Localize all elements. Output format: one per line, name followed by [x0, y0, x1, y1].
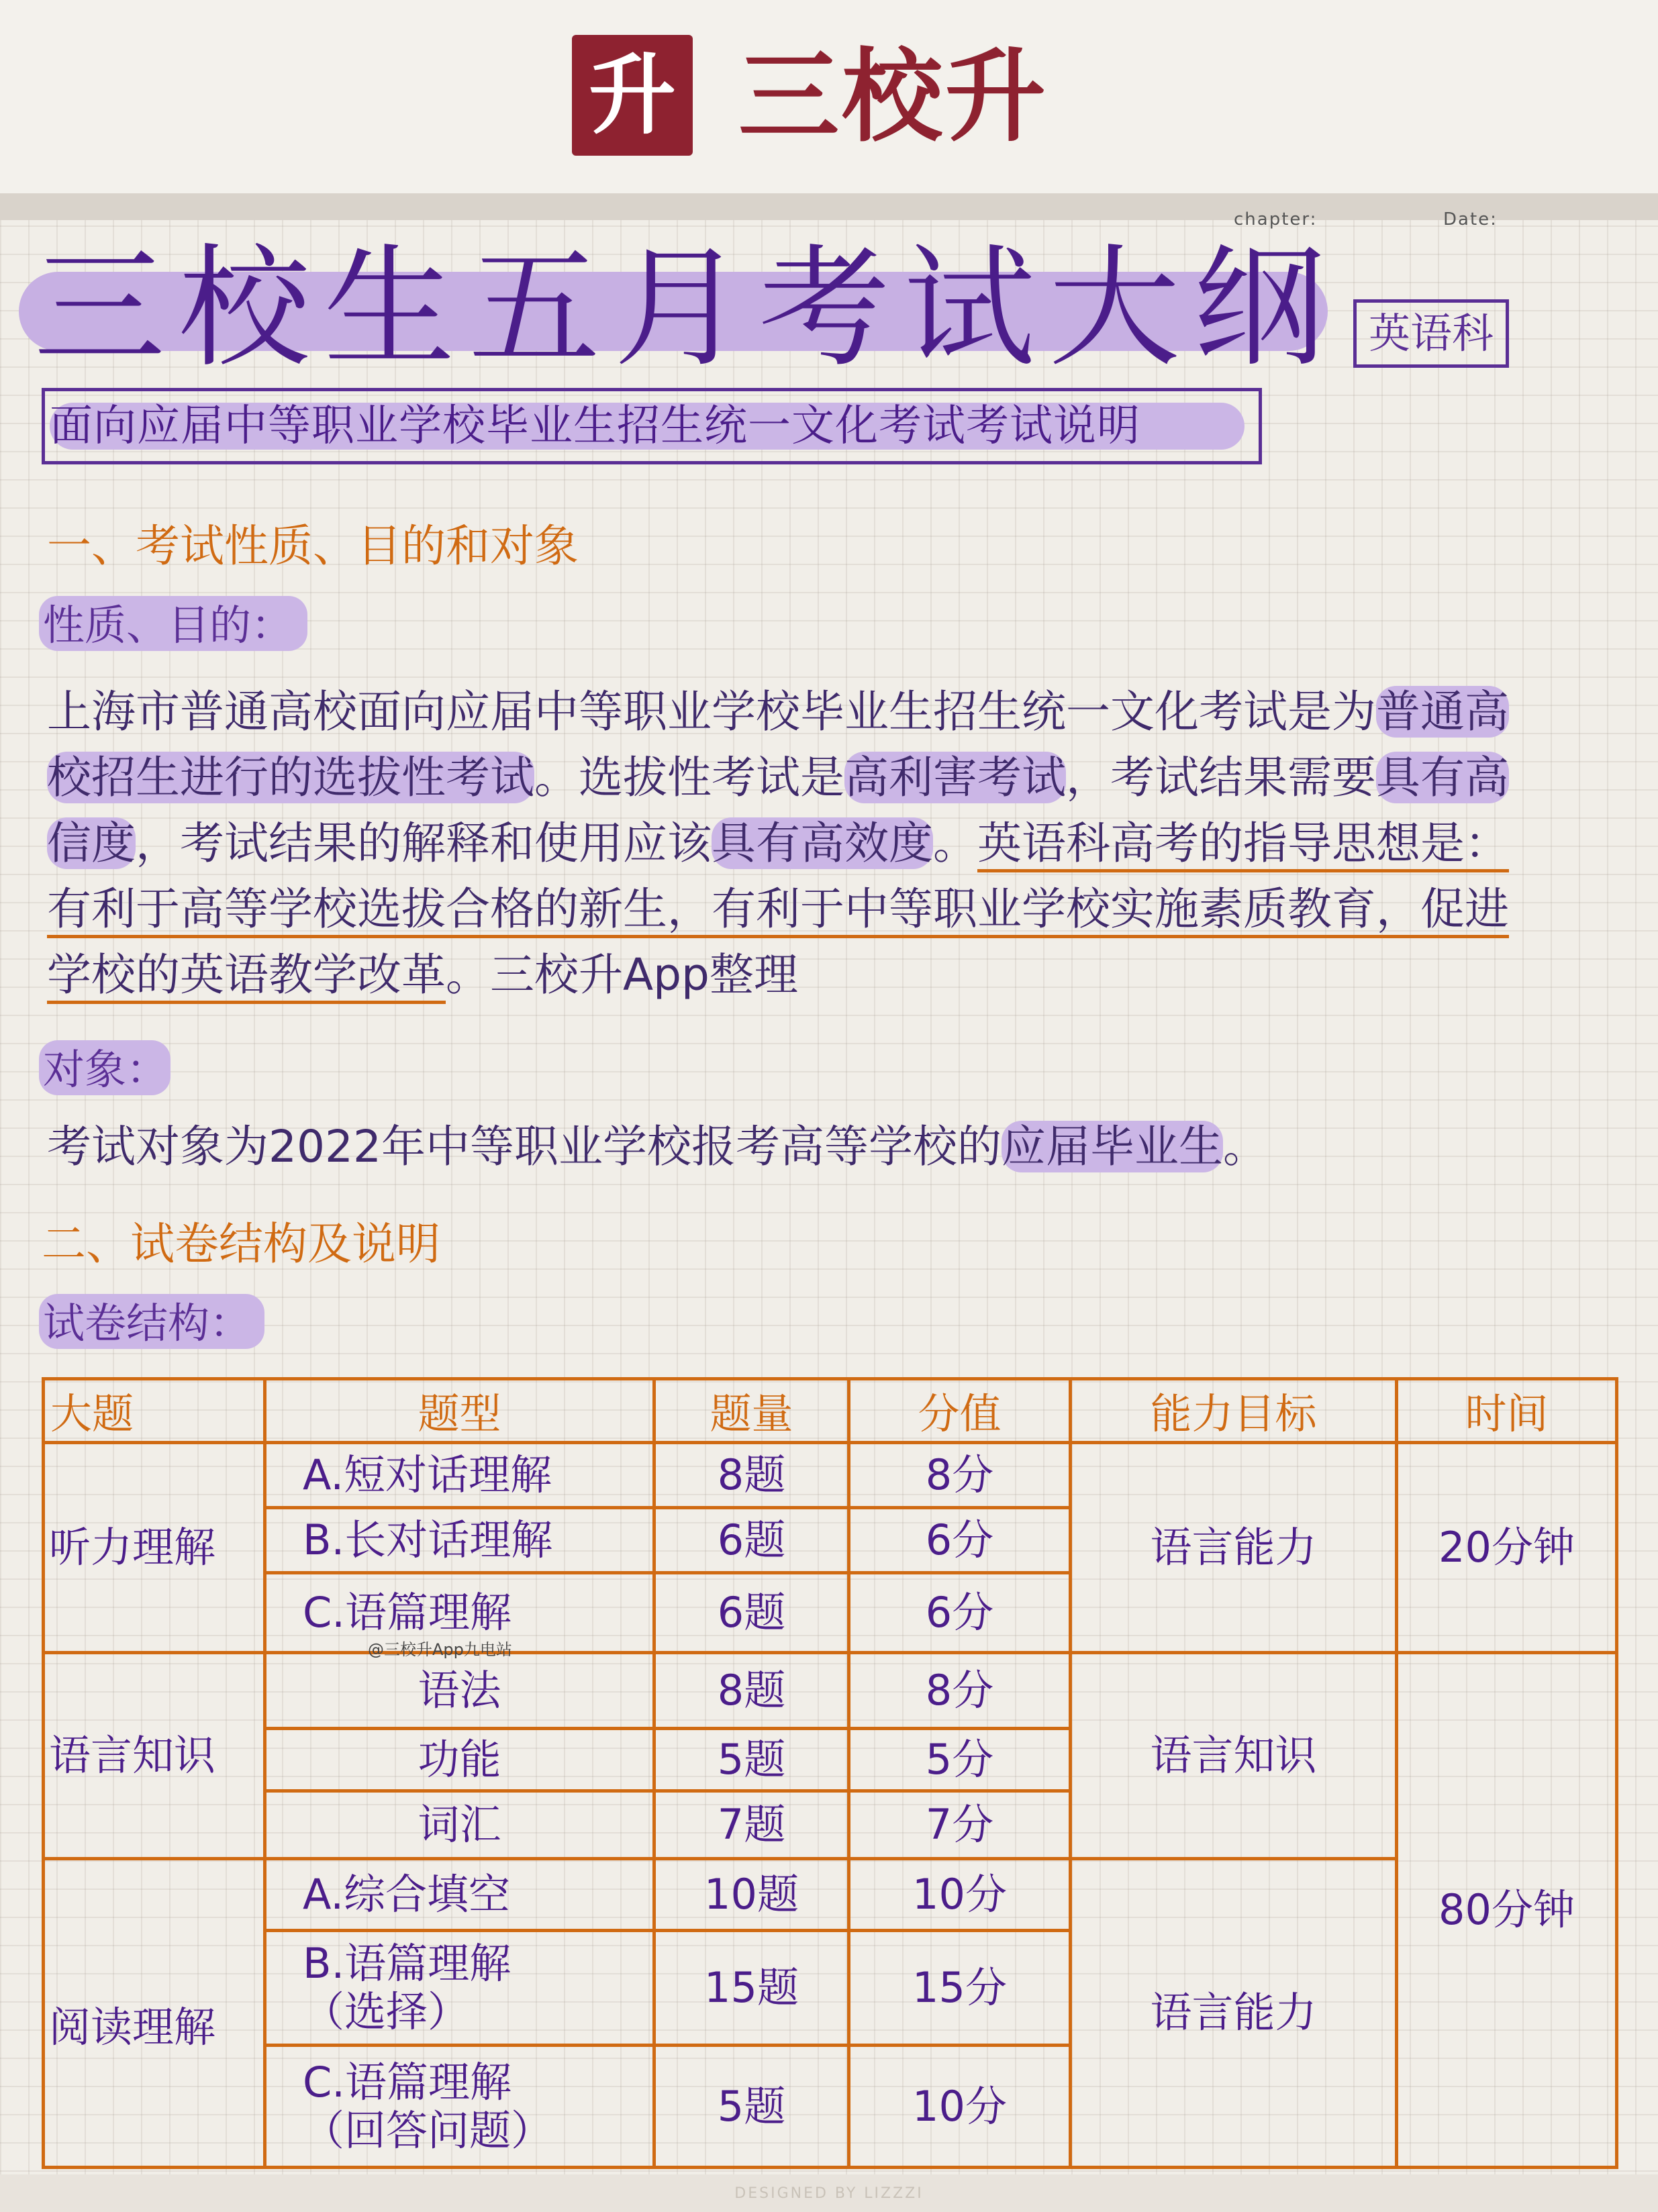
question-count: 8题: [654, 1652, 849, 1728]
question-type: A.短对话理解: [265, 1442, 654, 1507]
text-run: 。三校升App整理: [446, 949, 798, 1001]
para-line-5: [47, 942, 1645, 1008]
ability-target: 语言知识: [1071, 1652, 1397, 1858]
nature-label: 性质、目的：: [43, 601, 293, 650]
score: 6分: [849, 1507, 1071, 1572]
nature-paragraph: [47, 679, 1645, 1008]
header-cell: 时间: [1397, 1379, 1617, 1443]
question-type: B.语篇理解 （选择）: [265, 1930, 654, 2046]
para-line-1: [47, 679, 1645, 745]
time: 20分钟: [1397, 1442, 1617, 1652]
para-line-4: [47, 876, 1645, 942]
group-name: 听力理解: [44, 1442, 265, 1652]
highlight-run: 普通高: [1376, 686, 1509, 738]
table-header-row: [44, 1379, 1617, 1443]
text-run: 。: [933, 817, 977, 869]
score: 8分: [849, 1652, 1071, 1728]
score: 7分: [849, 1791, 1071, 1858]
highlight-run: 应届毕业生: [1001, 1121, 1223, 1172]
brand-name: 三校升: [738, 39, 1049, 156]
para-line-3: [47, 811, 1645, 876]
question-type: 词汇: [265, 1791, 654, 1858]
page-title: 三校生五月考试大纲: [34, 232, 1339, 385]
designer-credit: DESIGNED BY LIZZZI: [734, 2185, 924, 2202]
date-label: Date:: [1443, 209, 1498, 230]
header-band: [0, 193, 1658, 220]
text-run: 。选拔性考试是: [534, 752, 844, 803]
text-run: ，考试结果的解释和使用应该: [136, 817, 712, 869]
object-label: 对象：: [43, 1045, 168, 1094]
object-paragraph: [47, 1114, 1267, 1180]
para-line-2: [47, 745, 1645, 811]
question-count: 6题: [654, 1572, 849, 1652]
group-name: 语言知识: [44, 1652, 265, 1858]
question-count: 7题: [654, 1791, 849, 1858]
underline-run: 学校的英语教学改革: [47, 949, 446, 1004]
header-cell: 能力目标: [1071, 1379, 1397, 1443]
question-count: 10题: [654, 1858, 849, 1930]
underline-run: 有利于高等学校选拔合格的新生，有利于中等职业学校实施素质教育，促进: [47, 883, 1509, 938]
header-cell: 分值: [849, 1379, 1071, 1443]
subtitle: 面向应届中等职业学校毕业生招生统一文化考试考试说明: [50, 401, 1140, 451]
ability-target: 语言能力: [1071, 1858, 1397, 2167]
highlight-run: 校招生进行的选拔性考试: [47, 752, 534, 803]
question-type: 功能: [265, 1728, 654, 1791]
table-row: [44, 1652, 1617, 1728]
question-count: 15题: [654, 1930, 849, 2046]
exam-structure-table: [42, 1377, 1618, 2169]
logo-icon: 升: [572, 35, 693, 156]
text-run: 上海市普通高校面向应届中等职业学校毕业生招生统一文化考试是为: [47, 686, 1376, 738]
question-type: C.语篇理解 （回答问题）: [265, 2046, 654, 2168]
question-count: 8题: [654, 1442, 849, 1507]
highlight-run: 具有高: [1376, 752, 1509, 803]
highlight-run: 具有高效度: [712, 817, 933, 869]
header-cell: 大题: [44, 1379, 265, 1443]
group-name: 阅读理解: [44, 1858, 265, 2167]
table-row: [44, 1858, 1617, 1930]
score: 5分: [849, 1728, 1071, 1791]
score: 10分: [849, 2046, 1071, 2168]
header-cell: 题型: [265, 1379, 654, 1443]
section2-heading: 二、试卷结构及说明: [42, 1218, 440, 1270]
subject-badge: 英语科: [1353, 299, 1509, 368]
score: 6分: [849, 1572, 1071, 1652]
question-type: C.语篇理解: [265, 1572, 654, 1652]
score: 10分: [849, 1858, 1071, 1930]
score: 8分: [849, 1442, 1071, 1507]
text-run: ，考试结果需要: [1066, 752, 1376, 803]
watermark: @三校升App九电站: [368, 1640, 512, 1659]
time: 80分钟: [1397, 1652, 1617, 2167]
underline-run: 英语科高考的指导思想是：: [977, 817, 1509, 872]
highlight-run: 高利害考试: [844, 752, 1066, 803]
highlight-run: 信度: [47, 817, 136, 869]
text-run: 。: [1222, 1121, 1267, 1172]
question-count: 5题: [654, 1728, 849, 1791]
score: 15分: [849, 1930, 1071, 2046]
question-type: A.综合填空: [265, 1858, 654, 1930]
ability-target: 语言能力: [1071, 1442, 1397, 1652]
header-cell: 题量: [654, 1379, 849, 1443]
text-run: 考试对象为2022年中等职业学校报考高等学校的: [47, 1121, 1002, 1172]
question-type: B.长对话理解: [265, 1507, 654, 1572]
question-type: 语法: [265, 1652, 654, 1728]
table-row: [44, 1442, 1617, 1507]
structure-label: 试卷结构：: [43, 1299, 252, 1348]
question-count: 6题: [654, 1507, 849, 1572]
section1-heading: 一、考试性质、目的和对象: [47, 520, 579, 572]
question-count: 5题: [654, 2046, 849, 2168]
chapter-label: chapter:: [1234, 209, 1318, 230]
